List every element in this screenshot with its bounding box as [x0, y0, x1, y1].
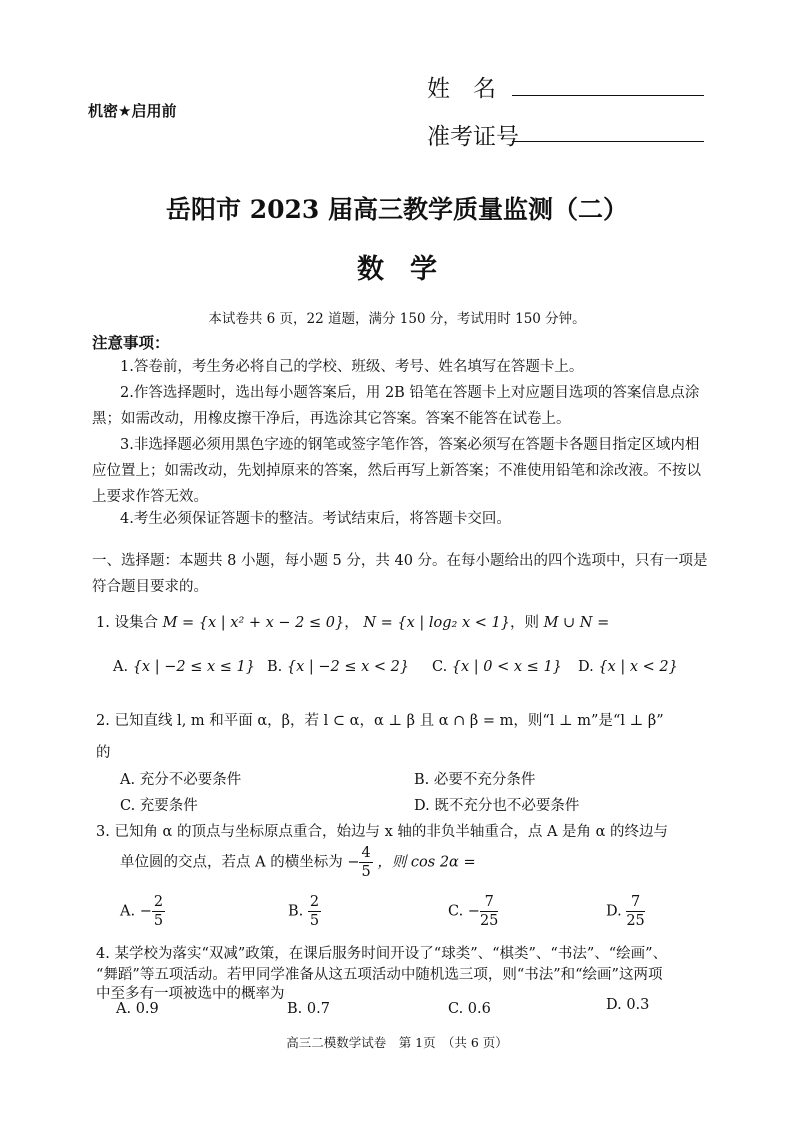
exam-id-label: 准考证号: [427, 124, 519, 150]
q1-option-b[interactable]: [267, 659, 409, 675]
option-text: {x | −2 ≤ x ≤ 1}: [132, 659, 255, 675]
union-expression: M ∪ N =: [543, 615, 610, 631]
option-text: 充要条件: [139, 798, 198, 814]
option-text: 充分不必要条件: [139, 772, 242, 788]
question-number: 2.: [96, 713, 110, 729]
q3-option-a[interactable]: [120, 893, 165, 930]
option-letter: D.: [606, 903, 622, 920]
option-letter: A.: [120, 772, 136, 788]
option-letter: D.: [414, 798, 430, 814]
option-text: {x | 0 < x ≤ 1}: [451, 659, 562, 675]
option-text: 必要不充分条件: [433, 772, 536, 788]
question-4-line-2: “舞蹈”等五项活动。若甲同学准备从这五项活动中随机选三项，则“书法”和“绘画”这两项: [96, 967, 663, 983]
fraction-numerator: 7: [480, 893, 498, 912]
question-text: 已知角 α 的顶点与坐标原点重合，始边与 x 轴的非负半轴重合，点 A 是角 α 的终边与: [114, 824, 669, 840]
question-number: 4.: [96, 946, 110, 962]
q2-option-a[interactable]: [120, 768, 241, 789]
question-text: ，则 cos 2α =: [377, 854, 476, 871]
q1-option-c[interactable]: [432, 659, 562, 675]
fraction-numerator: 2: [309, 894, 320, 910]
q4-option-b[interactable]: [287, 1001, 330, 1017]
page-footer: 高三二模数学试卷 第 1页 （共 6 页）: [286, 1035, 508, 1050]
q2-option-c[interactable]: [120, 794, 198, 815]
option-text: 0.6: [467, 1001, 491, 1017]
option-letter: B.: [287, 1001, 303, 1017]
fraction: [359, 844, 372, 881]
notice-heading: 注意事项：: [92, 334, 170, 352]
fraction-sign: −: [347, 854, 360, 871]
option-letter: C.: [448, 1001, 464, 1017]
option-letter: A.: [113, 659, 129, 675]
set-n-expression: N = {x | log₂ x < 1}: [363, 615, 510, 631]
fraction-sign: −: [467, 903, 480, 920]
option-text: {x | x < 2}: [598, 659, 678, 675]
question-number: 3.: [96, 824, 110, 840]
option-letter: A.: [116, 1001, 132, 1017]
question-3: [96, 820, 668, 841]
option-letter: B.: [288, 903, 304, 920]
option-text: 0.9: [135, 1001, 159, 1017]
option-letter: D.: [578, 659, 594, 675]
question-text: 设集合: [114, 615, 158, 631]
subject-title: 数学: [357, 254, 463, 285]
option-letter: C.: [432, 659, 448, 675]
fraction-denominator: 5: [153, 913, 164, 929]
exam-info: 本试卷共 6 页，22 道题，满分 150 分，考试用时 150 分钟。: [208, 311, 586, 327]
fraction-sign: −: [139, 903, 152, 920]
notice-item-1: 1.答卷前，考生务必将自己的学校、班级、考号、姓名填写在答题卡上。: [120, 359, 584, 375]
fraction-numerator: 7: [626, 893, 644, 912]
question-4: [96, 942, 667, 963]
fraction: [480, 893, 498, 930]
option-letter: A.: [120, 903, 136, 920]
fraction: [626, 893, 644, 930]
q1-option-d[interactable]: [578, 659, 678, 675]
option-text: {x | −2 ≤ x < 2}: [286, 659, 410, 675]
question-1: [96, 611, 609, 632]
fraction-denominator: 5: [361, 864, 371, 880]
fraction: [308, 893, 321, 930]
separator: ，: [344, 615, 359, 631]
question-4-line-3: 中至多有一项被选中的概率为: [96, 986, 285, 1002]
question-3-continued: [120, 844, 476, 881]
set-m-expression: M = {x | x² + x − 2 ≤ 0}: [162, 615, 345, 631]
fraction: [152, 893, 165, 930]
fraction-denominator: 5: [309, 913, 320, 929]
fraction-denominator: 25: [626, 913, 645, 929]
q3-option-d[interactable]: [606, 893, 645, 930]
notice-item-3: 3.非选择题必须用黑色字迹的钢笔或签字笔作答，答案必须写在答题卡各题目指定区域内相应位置上；如需改动，先划掉原来的答案，然后再写上新答案；不准使用铅笔和涂改液。不按以上要求作答无效。: [92, 437, 701, 505]
notice-item-2: 2.作答选择题时，选出每小题答案后，用 2B 铅笔在答题卡上对应题目选项的答案信息点涂黑；如需改动，用橡皮擦干净后，再选涂其它答案。答案不能答在试卷上。: [92, 385, 700, 427]
option-letter: C.: [448, 903, 464, 920]
secret-mark: 机密★启用前: [88, 102, 177, 120]
fraction-denominator: 25: [479, 913, 499, 929]
option-letter: B.: [267, 659, 283, 675]
question-text: 单位圆的交点，若点 A 的横坐标为: [120, 854, 343, 871]
fraction-numerator: 4: [361, 845, 371, 861]
option-letter: C.: [120, 798, 136, 814]
question-number: 1.: [96, 615, 110, 631]
option-text: 既不充分也不必要条件: [434, 798, 580, 814]
option-letter: D.: [606, 997, 622, 1013]
question-text-suffix: ，则: [509, 615, 539, 631]
name-label: 姓 名: [427, 76, 496, 102]
section-heading: 一、选择题：本题共 8 小题，每小题 5 分，共 40 分。在每小题给出的四个选项中，只有一项是符合题目要求的。: [92, 553, 708, 595]
exam-id-field[interactable]: [512, 141, 704, 142]
option-text: 0.7: [306, 1001, 330, 1017]
option-letter: B.: [414, 772, 430, 788]
q4-option-c[interactable]: [448, 1001, 491, 1017]
question-text: 已知直线 l, m 和平面 α，β，若 l ⊂ α，α ⊥ β 且 α ∩ β = m，则“l ⊥ m”是“l ⊥ β”: [114, 713, 664, 729]
q3-option-c[interactable]: [448, 893, 498, 930]
exam-title: 岳阳市 2023 届高三教学质量监测（二）: [166, 195, 628, 224]
q3-option-b[interactable]: [288, 893, 321, 930]
fraction-numerator: 2: [153, 894, 164, 910]
name-field[interactable]: [512, 95, 704, 96]
option-text: 0.3: [626, 997, 650, 1013]
question-2-continued: 的: [96, 745, 111, 761]
notice-item-4: 4.考生必须保证答题卡的整洁。考试结束后，将答题卡交回。: [120, 511, 511, 527]
question-text: 某学校为落实“双减”政策，在课后服务时间开设了“球类”、“棋类”、“书法”、“绘画”、: [114, 946, 668, 962]
q4-option-d[interactable]: [606, 997, 649, 1013]
question-2: [96, 709, 664, 730]
q2-option-b[interactable]: [414, 768, 535, 789]
q1-option-a[interactable]: [113, 659, 255, 675]
q2-option-d[interactable]: [414, 794, 579, 815]
q4-option-a[interactable]: [116, 1001, 159, 1017]
